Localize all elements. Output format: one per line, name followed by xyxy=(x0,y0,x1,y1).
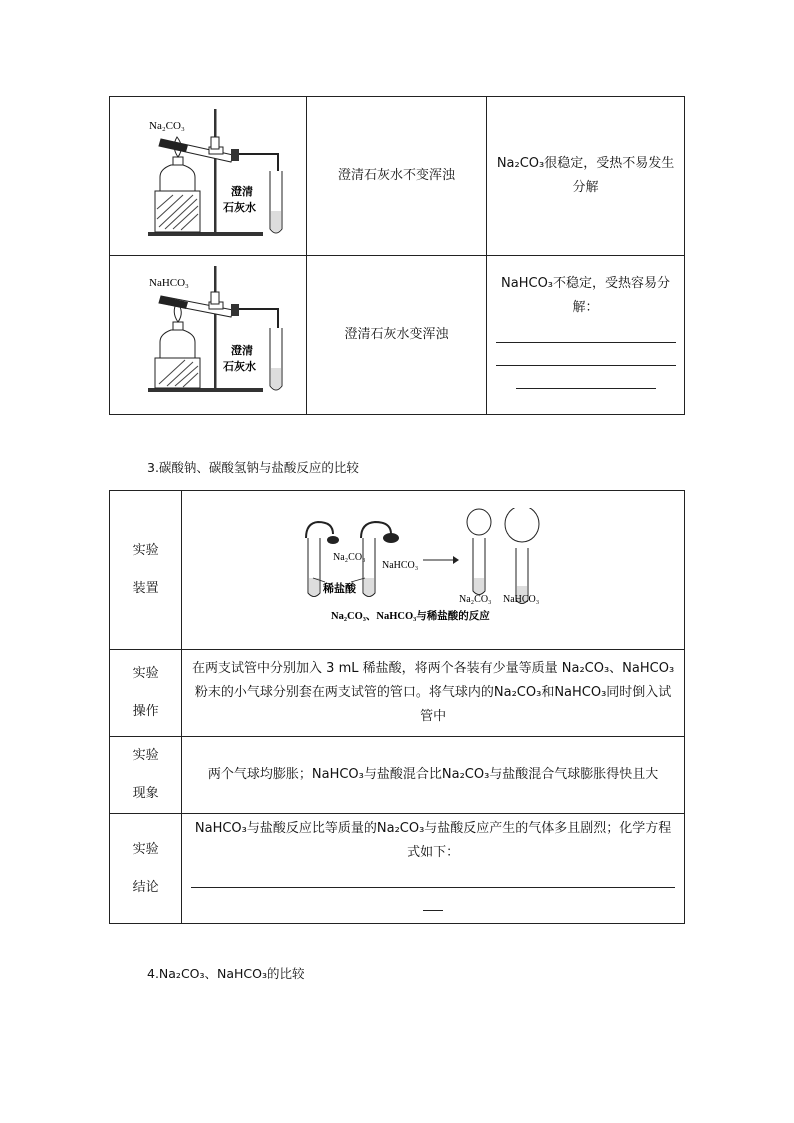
limewater-label: 澄清 xyxy=(230,186,253,198)
answer-blank xyxy=(496,320,676,343)
heating-apparatus-nahco3-image xyxy=(113,258,303,408)
table-row xyxy=(110,650,685,737)
phenomenon-text: 澄清石灰水变浑浊 xyxy=(344,327,449,342)
row-label: 实验 xyxy=(132,748,159,763)
content-cell xyxy=(182,737,685,814)
heating-comparison-table xyxy=(109,96,685,415)
apparatus-image-cell xyxy=(110,97,307,256)
row-label-2: 装置 xyxy=(132,581,159,596)
answer-blank xyxy=(516,366,656,389)
after-na2co3-label: Na₂CO₃ xyxy=(459,594,492,605)
section-4-heading: 4.Na₂CO₃、NaHCO₃的比较 xyxy=(147,966,305,981)
row-label-cell xyxy=(110,650,182,737)
row-label-cell xyxy=(110,737,182,814)
hcl-label: 稀盐酸 xyxy=(323,583,357,595)
after-nahco3-label: NaHCO₃ xyxy=(503,594,540,605)
row-label: 实验 xyxy=(132,666,159,681)
table-row xyxy=(110,814,685,924)
phenomenon-text: 两个气球均膨胀；NaHCO₃与盐酸混合比Na₂CO₃与盐酸混合气球膨胀得快且大 xyxy=(207,767,659,782)
conclusion-text: NaHCO₃与盐酸反应比等质量的Na₂CO₃与盐酸反应产生的气体多且剧烈；化学方程式如下： xyxy=(194,820,672,860)
row-label-2: 结论 xyxy=(132,879,159,895)
table-row xyxy=(110,256,685,415)
diagram-caption: Na₂CO₃、NaHCO₃与稀盐酸的反应 xyxy=(331,611,490,622)
row-label-cell xyxy=(110,491,182,650)
phenomenon-text: 澄清石灰水不变浑浊 xyxy=(338,168,456,183)
phenomenon-cell xyxy=(306,97,486,256)
row-label-cell xyxy=(110,814,182,924)
na2co3-label: Na₂CO₃ xyxy=(333,552,366,563)
row-label: 实验 xyxy=(132,543,159,558)
answer-blank xyxy=(496,343,676,366)
row-label-2: 现象 xyxy=(132,786,159,801)
operation-text: 在两支试管中分别加入 3 mL 稀盐酸，将两个各装有少量等质量 Na₂CO₃、NaHCO₃粉末的小气球分别套在两支试管的管口。将气球内的Na₂CO₃和NaHCO₃同时倒入试管中 xyxy=(192,661,675,724)
table-row xyxy=(110,737,685,814)
section-3-heading: 3.碳酸钠、碳酸氢钠与盐酸反应的比较 xyxy=(147,460,359,475)
answer-blank xyxy=(191,865,675,888)
apparatus-image-cell xyxy=(110,256,307,415)
answer-blank xyxy=(423,888,443,911)
content-cell xyxy=(182,650,685,737)
limewater-label-2: 石灰水 xyxy=(222,202,256,214)
limewater-label: 澄清 xyxy=(230,345,253,357)
phenomenon-cell xyxy=(306,256,486,415)
conclusion-cell xyxy=(487,97,685,256)
table-row xyxy=(110,97,685,256)
apparatus-diagram-cell xyxy=(182,491,685,650)
hcl-reaction-table xyxy=(109,490,685,924)
heating-apparatus-na2co3-image xyxy=(113,99,303,249)
content-cell xyxy=(182,814,685,924)
nahco3-label: NaHCO₃ xyxy=(148,277,189,289)
row-label: 实验 xyxy=(132,841,159,857)
na2co3-label: Na₂CO₃ xyxy=(148,120,185,132)
conclusion-text: NaHCO₃不稳定，受热容易分解： xyxy=(501,275,671,315)
table-row xyxy=(110,491,685,650)
nahco3-label: NaHCO₃ xyxy=(382,560,419,571)
row-label-2: 操作 xyxy=(132,704,159,719)
hcl-reaction-diagram xyxy=(303,508,563,628)
conclusion-cell xyxy=(487,256,685,415)
conclusion-text: Na₂CO₃很稳定，受热不易发生分解 xyxy=(496,156,675,195)
limewater-label-2: 石灰水 xyxy=(222,361,256,373)
